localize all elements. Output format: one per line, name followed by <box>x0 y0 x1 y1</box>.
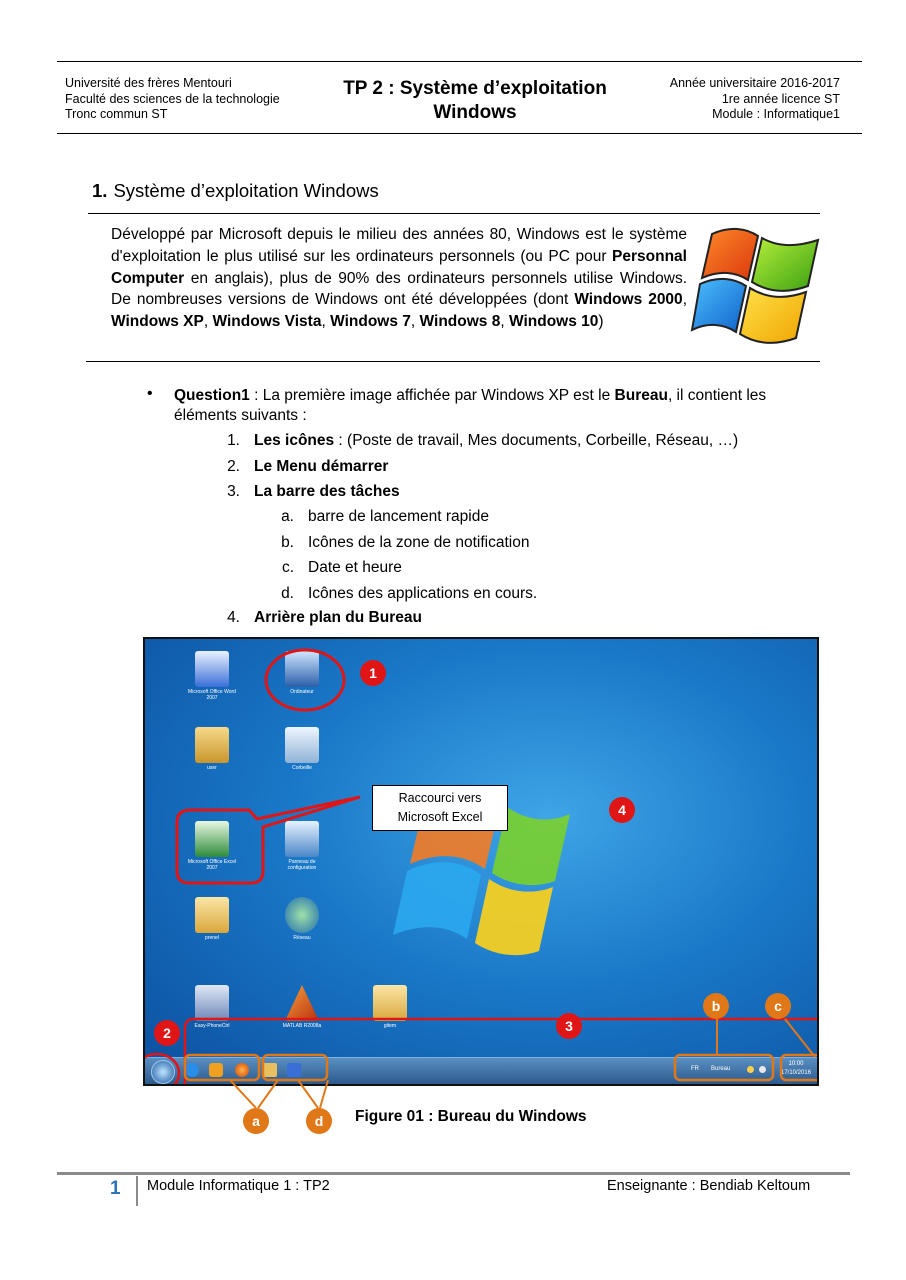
header-bottom-rule <box>57 133 862 134</box>
intro-text: ) <box>598 313 604 331</box>
question-text: , il contient les éléments suivants : <box>174 387 767 424</box>
sub-list-text: Icônes des applications en cours. <box>308 585 538 602</box>
list-number: 1. <box>227 432 240 449</box>
question-label: Question1 <box>174 387 250 404</box>
footer-divider <box>136 1176 138 1206</box>
icon-label: Panneau de configuration <box>287 859 317 871</box>
list-item <box>224 458 388 476</box>
list-item-bold: Le Menu démarrer <box>254 458 389 475</box>
icon-label: Corbeille <box>292 765 312 771</box>
sub-list-item <box>280 508 489 526</box>
tray-language[interactable]: FR <box>691 1066 699 1072</box>
marker-b: b <box>703 993 729 1019</box>
sub-list-text: barre de lancement rapide <box>308 508 489 525</box>
document-title <box>320 77 630 125</box>
section-number: 1. <box>92 180 108 201</box>
list-item <box>224 483 400 501</box>
intro-text: , <box>203 313 213 331</box>
header-faculty: Faculté des sciences de la technologie <box>65 91 280 106</box>
intro-bold-7: Windows 7 <box>330 313 411 331</box>
marker-2: 2 <box>154 1020 180 1046</box>
intro-bold-vista: Windows Vista <box>212 313 322 331</box>
question-1 <box>174 386 824 426</box>
desktop-screenshot <box>143 637 819 1086</box>
header-institution <box>65 76 280 123</box>
section-rule-top <box>88 213 820 214</box>
header-level: 1re année licence ST <box>721 91 840 106</box>
sub-list-item <box>280 559 402 577</box>
header-top-rule <box>57 61 862 62</box>
clock-time: 10:00 <box>788 1061 804 1067</box>
intro-bold-10: Windows 10 <box>508 313 599 331</box>
callout-line-2: Microsoft Excel <box>397 810 483 824</box>
header-year: Année universitaire 2016-2017 <box>669 76 840 90</box>
list-item-bold: La barre des tâches <box>254 483 400 500</box>
page-number: 1 <box>110 1178 121 1199</box>
list-item <box>224 432 738 450</box>
section-title: Système d’exploitation Windows <box>113 180 379 201</box>
list-item-bold: Arrière plan du Bureau <box>254 609 422 626</box>
question-text: : La première image affichée par Windows XP est le <box>249 387 615 404</box>
callout-line-1: Raccourci vers <box>398 791 482 805</box>
icon-label: Réseau <box>293 935 311 941</box>
list-item-bold: Les icônes <box>254 432 335 449</box>
sub-list-item <box>280 585 537 603</box>
icon-label: user <box>207 765 217 771</box>
icon-label: MATLAB R2008a <box>282 1023 322 1029</box>
header-module: Module : Informatique1 <box>712 107 840 121</box>
footer-rule <box>57 1172 850 1175</box>
marker-d: d <box>306 1108 332 1134</box>
icon-label: prenel <box>205 935 219 941</box>
list-number: 3. <box>227 483 240 500</box>
sub-list-item <box>280 534 529 552</box>
windows-logo-icon <box>690 222 826 358</box>
clock-date: 17/10/2016 <box>781 1070 812 1076</box>
icon-label: Ordinateur <box>290 689 314 695</box>
intro-bold-2000: Windows 2000 <box>574 291 683 309</box>
sub-list-text: Icônes de la zone de notification <box>308 534 530 551</box>
bullet-icon: • <box>147 385 153 402</box>
icon-label: Microsoft Office Word 2007 <box>188 689 236 701</box>
header-course-info <box>670 76 840 123</box>
footer-teacher: Enseignante : Bendiab Keltoum <box>607 1178 811 1194</box>
sub-list-letter: c. <box>281 559 294 576</box>
list-number: 4. <box>227 609 240 626</box>
section-rule-bottom <box>86 361 820 362</box>
intro-bold-xp: Windows XP <box>111 313 204 331</box>
intro-text: en anglais), plus de 90% des ordinateurs personnels utilise Windows. De nombreuses versions de Windows ont été développées (dont <box>111 269 687 309</box>
list-number: 2. <box>227 458 240 475</box>
sub-list-letter: b. <box>281 534 294 551</box>
header-program: Tronc commun ST <box>65 107 168 121</box>
sub-list-letter: a. <box>281 508 294 525</box>
marker-1: 1 <box>360 660 386 686</box>
marker-3: 3 <box>556 1013 582 1039</box>
intro-bold-8: Windows 8 <box>419 313 501 331</box>
icon-label: gitem <box>383 1023 397 1029</box>
intro-text: , <box>500 313 509 331</box>
intro-paragraph <box>111 224 687 333</box>
intro-text: , <box>410 313 420 331</box>
list-item-text: : (Poste de travail, Mes documents, Corbeille, Réseau, …) <box>334 432 739 449</box>
marker-4: 4 <box>609 797 635 823</box>
intro-text: , <box>682 291 687 309</box>
question-bold-bureau: Bureau <box>614 387 668 404</box>
intro-text: , <box>321 313 331 331</box>
annotation-leader-lines <box>230 1080 340 1110</box>
section-heading <box>92 180 379 202</box>
tray-bureau[interactable]: Bureau <box>711 1066 731 1072</box>
header-university: Université des frères Mentouri <box>65 76 232 90</box>
intro-text: Développé par Microsoft depuis le milieu des années 80, Windows est le système d'exploitation le plus utilisé sur les ordinateurs personnels (ou PC pour <box>111 226 687 265</box>
intro-bold-pc: Personnal Computer <box>111 247 687 287</box>
title-line-2: Windows <box>433 102 517 123</box>
icon-label: Easy-PhoneCtrl <box>194 1023 230 1029</box>
icon-label: Microsoft Office Excel 2007 <box>187 859 237 871</box>
figure-caption: Figure 01 : Bureau du Windows <box>355 1108 587 1125</box>
sub-list-letter: d. <box>281 585 294 602</box>
title-line-1: TP 2 : Système d’exploitation <box>343 78 607 99</box>
list-item <box>224 609 422 627</box>
marker-a: a <box>243 1108 269 1134</box>
footer-module: Module Informatique 1 : TP2 <box>147 1178 330 1194</box>
marker-c: c <box>765 993 791 1019</box>
sub-list-text: Date et heure <box>308 559 402 576</box>
